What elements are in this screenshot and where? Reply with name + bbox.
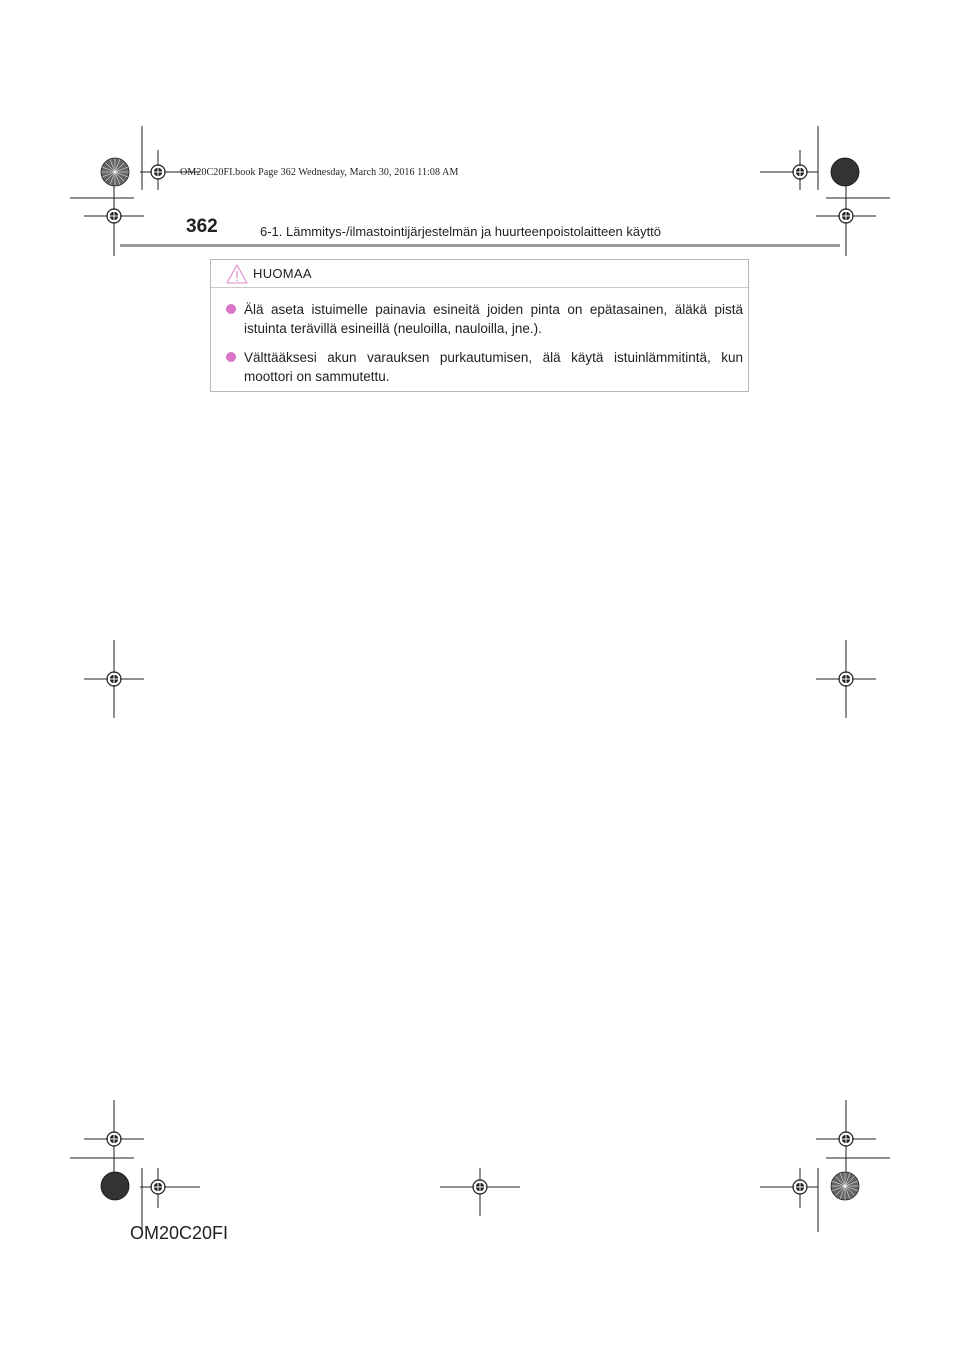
caution-list xyxy=(225,300,743,396)
caution-item-text: Välttääksesi akun varauksen purkautumisen, älä käytä istuinlämmitintä, kun moottori on sammutettu. xyxy=(244,350,743,384)
bullet-icon xyxy=(226,352,236,362)
header-divider xyxy=(120,244,840,247)
caution-item xyxy=(225,300,743,338)
warning-triangle-icon xyxy=(225,263,249,285)
caution-item xyxy=(225,348,743,386)
caution-header xyxy=(211,260,748,288)
caution-item-text: Älä aseta istuimelle painavia esineitä joiden pinta on epätasainen, äläkä pistä istuinta terävillä esineillä (neuloilla, nauloilla, jne.). xyxy=(244,302,743,336)
caution-title: HUOMAA xyxy=(253,266,312,281)
caution-box xyxy=(210,259,749,392)
footer-code: OM20C20FI xyxy=(130,1223,229,1243)
page-number: 362 xyxy=(186,216,218,237)
print-book-info: OM20C20FI.book Page 362 Wednesday, March 30, 2016 11:08 AM xyxy=(180,167,459,178)
section-title: 6-1. Lämmitys-/ilmastointijärjestelmän ja huurteenpoistolaitteen käyttö xyxy=(260,224,662,239)
bullet-icon xyxy=(226,304,236,314)
